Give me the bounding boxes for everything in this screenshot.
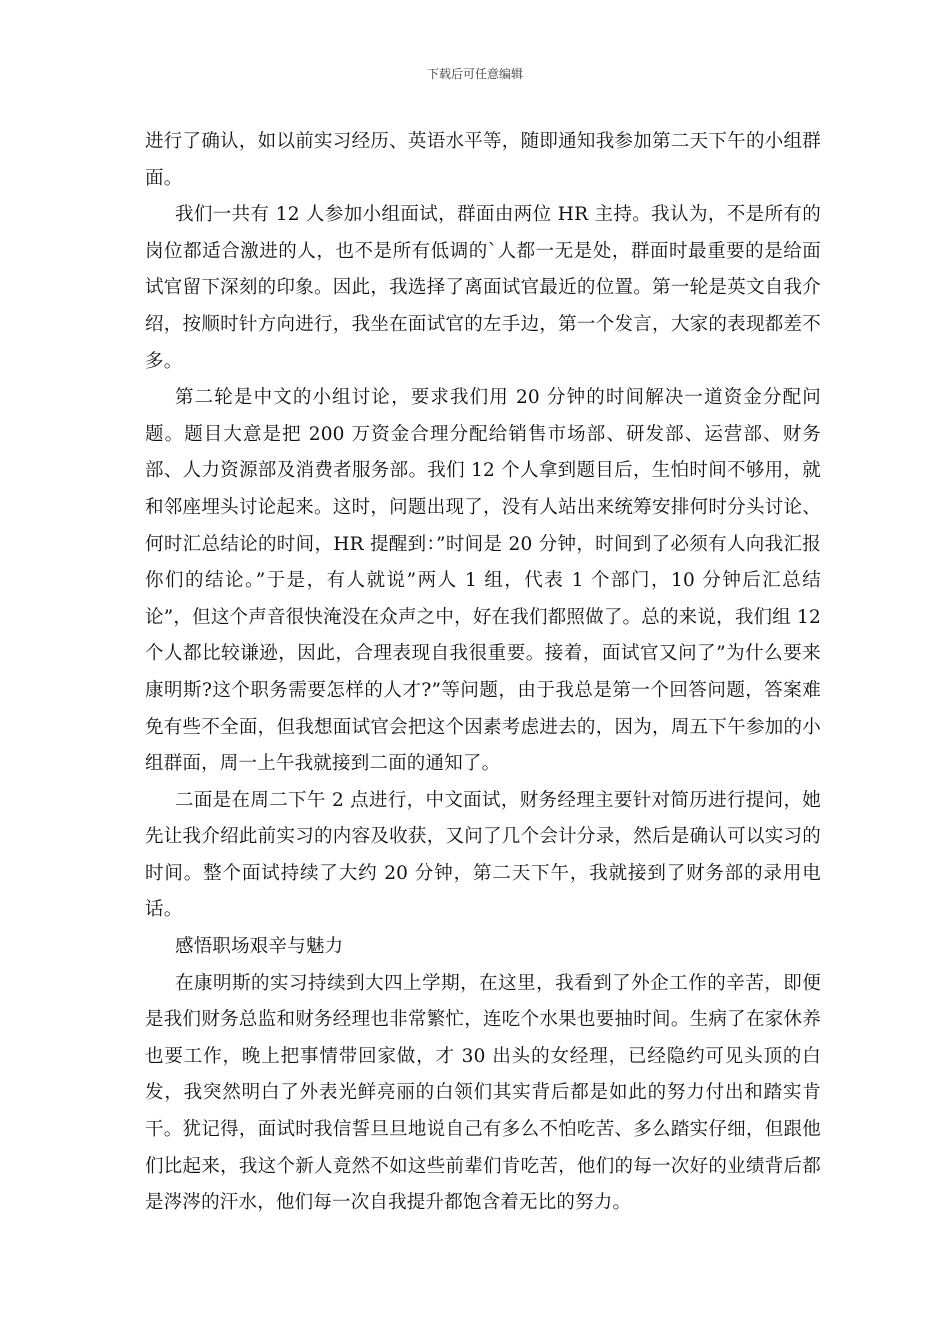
section-heading: 感悟职场艰辛与魅力 <box>175 936 344 958</box>
paragraph-2: 我们一共有 12 人参加小组面试，群面由两位 HR 主持。我认为，不是所有的岗位都适合激进的人，也不是所有低调的`人都一无是处，群面时最重要的是给面试官留下深刻的印象。因此，我选择了离面试官最近的位置。第一轮是英文自我介绍，按顺时针方向进行，我坐在面试官的左手边，第一个发言，大家的表现都差不多。 <box>145 204 821 372</box>
paragraph-1: 进行了确认，如以前实习经历、英语水平等，随即通知我参加第二天下午的小组群面。 <box>145 131 821 189</box>
paragraph-4: 二面是在周二下午 2 点进行，中文面试，财务经理主要针对简历进行提问，她先让我介绍此前实习的内容及收获，又问了几个会计分录，然后是确认可以实习的时间。整个面试持续了大约 20 分钟，第二天下午，我就接到了财务部的录用电话。 <box>145 789 822 921</box>
paragraph-3: 第二轮是中文的小组讨论，要求我们用 20 分钟的时间解决一道资金分配问题。题目大意是把 200 万资金合理分配给销售市场部、研发部、运营部、财务部、人力资源部及消费者服务部。我们 12 个人拿到题目后，生怕时间不够用，就和邻座埋头讨论起来。这时，问题出现了，没有人站出来统筹安排何时分头讨论、何时汇总结论的时间，HR 提醒到：”时间是 20 分钟，时间到了必须有人向我汇报你们的结论。”于是，有人就说”两人 1 组，代表 1 个部门，10 分钟后汇总结论”，但这个声音很快淹没在众声之中，好在我们都照做了。总的来说，我们组 12 个人都比较谦逊，因此，合理表现自我很重要。接着，面试官又问了”为什么要来康明斯?这个职务需要怎样的人才?”等问题，由于我总是第一个回答问题，答案难免有些不全面，但我想面试官会把这个因素考虑进去的，因为，周五下午参加的小组群面，周一上午我就接到二面的通知了。 <box>145 387 821 775</box>
paragraph-5: 在康明斯的实习持续到大四上学期，在这里，我看到了外企工作的辛苦，即便是我们财务总监和财务经理也非常繁忙，连吃个水果也要抽时间。生病了在家休养也要工作，晚上把事情带回家做，才 30 出头的女经理，已经隐约可见头顶的白发，我突然明白了外表光鲜亮丽的白领们其实背后都是如此的努力付出和踏实肯干。犹记得，面试时我信誓旦旦地说自己有多么不怕吃苦、多么踏实仔细，但跟他们比起来，我这个新人竟然不如这些前辈们肯吃苦，他们的每一次好的业绩背后都是涔涔的汗水，他们每一次自我提升都饱含着无比的努力。 <box>145 972 821 1214</box>
page-header: 下载后可任意编辑 <box>426 67 523 81</box>
document-body <box>145 124 821 1222</box>
